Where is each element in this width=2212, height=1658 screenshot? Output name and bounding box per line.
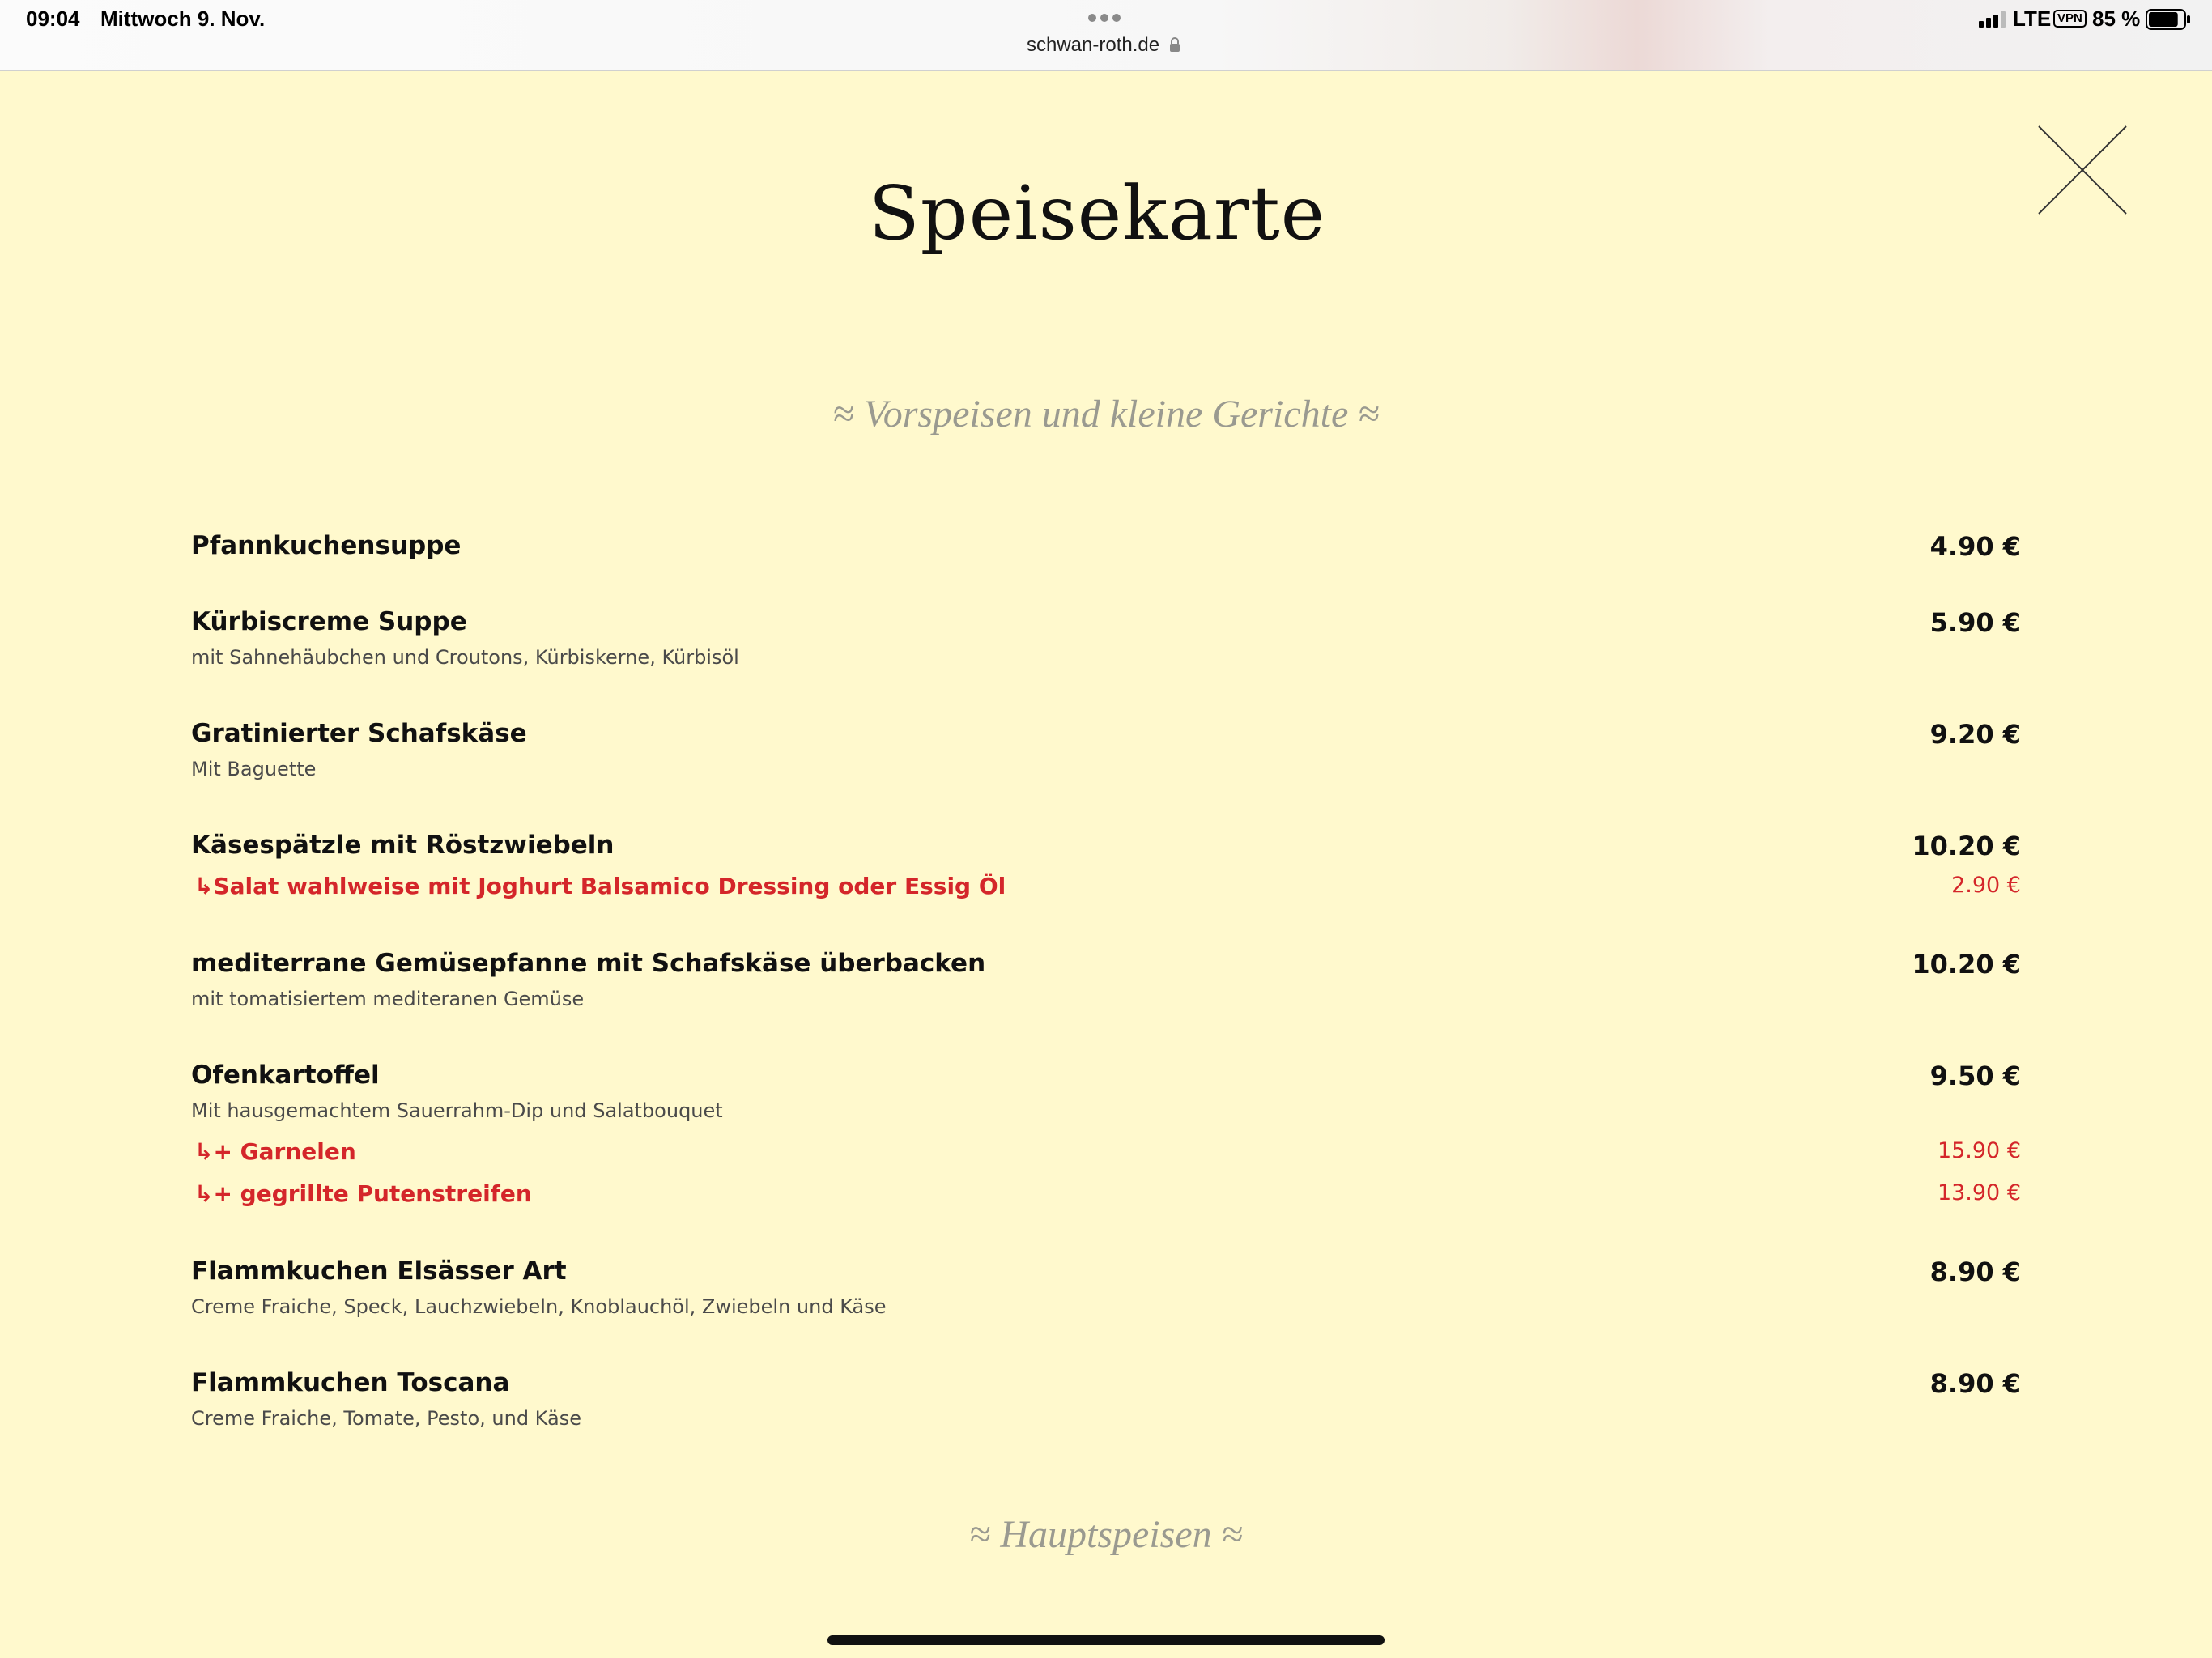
addon-price: 2.90 € bbox=[1951, 873, 2021, 898]
lock-icon bbox=[1169, 37, 1180, 52]
addon-name: ↳+ Garnelen bbox=[194, 1138, 356, 1165]
item-price: 9.50 € bbox=[1929, 1061, 2021, 1091]
addon-price: 15.90 € bbox=[1937, 1138, 2021, 1163]
item-description: Mit hausgemachtem Sauerrahm-Dip und Salatbouquet bbox=[191, 1099, 723, 1122]
section-heading-vorspeisen: ≈ Vorspeisen und kleine Gerichte ≈ bbox=[832, 393, 1380, 436]
item-name: Kürbiscreme Suppe bbox=[191, 607, 467, 636]
item-price: 9.20 € bbox=[1929, 719, 2021, 750]
item-price: 10.20 € bbox=[1912, 949, 2021, 980]
item-description: Creme Fraiche, Speck, Lauchzwiebeln, Knoblauchöl, Zwiebeln und Käse bbox=[191, 1295, 887, 1318]
page-title: Speisekarte bbox=[868, 170, 1326, 257]
status-bar bbox=[0, 0, 2212, 71]
battery-percent: 85 % bbox=[2092, 6, 2141, 31]
addon-price: 13.90 € bbox=[1937, 1180, 2021, 1205]
status-time: 09:04 bbox=[26, 6, 80, 31]
item-name: Gratinierter Schafskäse bbox=[191, 719, 527, 748]
carrier-label: LTE bbox=[2013, 6, 2052, 31]
vpn-badge: VPN bbox=[2053, 10, 2087, 28]
item-name: Ofenkartoffel bbox=[191, 1061, 380, 1090]
item-description: Creme Fraiche, Tomate, Pesto, und Käse bbox=[191, 1407, 581, 1430]
item-description: mit Sahnehäubchen und Croutons, Kürbiskerne, Kürbisöl bbox=[191, 646, 739, 669]
item-price: 10.20 € bbox=[1912, 831, 2021, 861]
item-price: 8.90 € bbox=[1929, 1256, 2021, 1287]
item-name: Flammkuchen Toscana bbox=[191, 1368, 510, 1397]
address-bar-url[interactable]: schwan-roth.de bbox=[1027, 34, 1160, 56]
section-heading-hauptspeisen: ≈ Hauptspeisen ≈ bbox=[969, 1513, 1243, 1556]
item-name: Käsespätzle mit Röstzwiebeln bbox=[191, 831, 615, 860]
item-price: 8.90 € bbox=[1929, 1368, 2021, 1399]
item-description: mit tomatisiertem mediteranen Gemüse bbox=[191, 988, 585, 1010]
item-name: mediterrane Gemüsepfanne mit Schafskäse überbacken bbox=[191, 949, 986, 978]
status-date: Mittwoch 9. Nov. bbox=[100, 6, 266, 31]
item-name: Pfannkuchensuppe bbox=[191, 531, 462, 560]
addon-name: ↳Salat wahlweise mit Joghurt Balsamico Dressing oder Essig Öl bbox=[194, 873, 1006, 899]
item-price: 4.90 € bbox=[1929, 531, 2021, 562]
cellular-signal-icon bbox=[1979, 11, 2008, 28]
item-price: 5.90 € bbox=[1929, 607, 2021, 638]
battery-icon bbox=[2146, 8, 2191, 31]
more-dots-icon[interactable] bbox=[1088, 11, 1127, 23]
addon-name: ↳+ gegrillte Putenstreifen bbox=[194, 1180, 532, 1207]
home-indicator[interactable] bbox=[827, 1635, 1385, 1645]
item-name: Flammkuchen Elsässer Art bbox=[191, 1256, 567, 1286]
item-description: Mit Baguette bbox=[191, 758, 317, 780]
